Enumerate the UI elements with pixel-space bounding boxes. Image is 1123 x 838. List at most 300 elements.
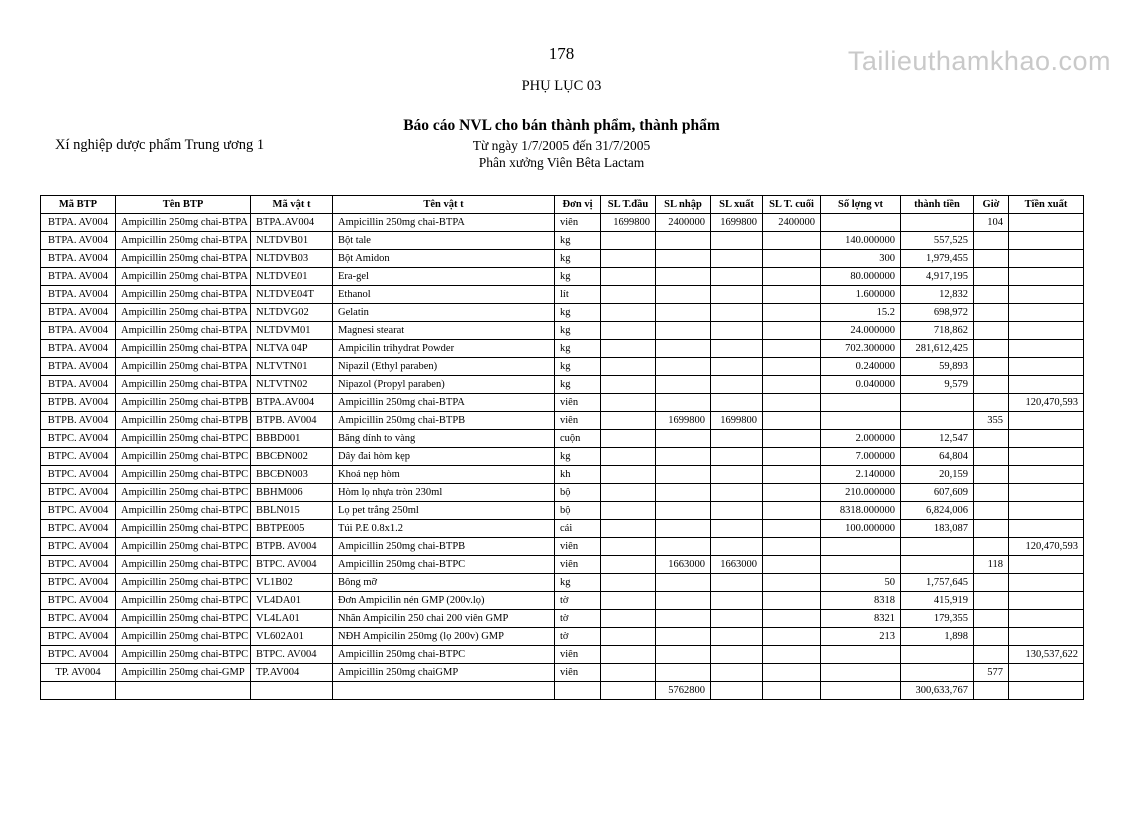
table-cell: Ampicillin 250mg chai-BTPC (116, 430, 251, 448)
table-cell (974, 430, 1009, 448)
table-cell: 300 (821, 250, 901, 268)
column-header: Tên vật t (333, 196, 555, 214)
column-header: Mã vật t (251, 196, 333, 214)
table-cell (601, 376, 656, 394)
table-row (41, 520, 1084, 538)
table-cell: Ampicillin 250mg chai-BTPB (116, 394, 251, 412)
table-cell (1009, 430, 1084, 448)
table-cell: 7.000000 (821, 448, 901, 466)
table-cell: 607,609 (901, 484, 974, 502)
table-cell (1009, 520, 1084, 538)
table-cell: Ampicillin 250mg chai-BTPB (333, 538, 555, 556)
table-cell: BTPA. AV004 (41, 250, 116, 268)
appendix-title: PHỤ LỤC 03 (521, 78, 602, 94)
table-cell (601, 592, 656, 610)
table-cell (763, 646, 821, 664)
table-cell: NĐH Ampicilin 250mg (lọ 200v) GMP (333, 628, 555, 646)
table-cell (821, 556, 901, 574)
table-cell: NLTDVB01 (251, 232, 333, 250)
table-cell: Ampicillin 250mg chai-BTPA (116, 250, 251, 268)
table-cell: BTPA. AV004 (41, 304, 116, 322)
table-cell: BTPC. AV004 (41, 502, 116, 520)
table-cell (1009, 574, 1084, 592)
table-cell (821, 214, 901, 232)
table-cell (974, 340, 1009, 358)
table-cell (763, 376, 821, 394)
table-cell (763, 466, 821, 484)
table-cell (601, 304, 656, 322)
table-body (41, 214, 1084, 700)
date-range: Từ ngày 1/7/2005 đến 31/7/2005 (472, 138, 651, 153)
table-cell (711, 502, 763, 520)
table-row (41, 502, 1084, 520)
table-cell (601, 556, 656, 574)
table-cell (821, 646, 901, 664)
table-cell: BBLN015 (251, 502, 333, 520)
table-row (41, 358, 1084, 376)
table-cell (763, 322, 821, 340)
table-cell: 120,470,593 (1009, 394, 1084, 412)
table-cell: Khoá nẹp hòm (333, 466, 555, 484)
table-cell (656, 592, 711, 610)
table-cell (1009, 682, 1084, 700)
table-cell (1009, 484, 1084, 502)
table-cell (763, 232, 821, 250)
table-cell: 15.2 (821, 304, 901, 322)
table-cell: BTPA. AV004 (41, 322, 116, 340)
table-cell (601, 268, 656, 286)
table-cell: Ampicillin 250mg chai-BTPA (116, 376, 251, 394)
table-cell: lít (555, 286, 601, 304)
table-cell (601, 394, 656, 412)
table-row (41, 394, 1084, 412)
table-cell: tờ (555, 610, 601, 628)
table-cell: BBTPE005 (251, 520, 333, 538)
table-cell: NLTDVB03 (251, 250, 333, 268)
table-cell (711, 628, 763, 646)
table-cell: NLTVTN01 (251, 358, 333, 376)
table-cell: Nhãn Ampicilin 250 chai 200 viên GMP (333, 610, 555, 628)
table-cell: BTPC. AV004 (41, 628, 116, 646)
table-cell: BTPB. AV004 (41, 394, 116, 412)
table-cell: Ampicillin 250mg chai-BTPC (333, 646, 555, 664)
table-cell: Bột Amidon (333, 250, 555, 268)
table-cell: Ampicillin 250mg chai-BTPC (116, 484, 251, 502)
table-cell (601, 358, 656, 376)
table-cell: 1663000 (711, 556, 763, 574)
table-cell: NLTVTN02 (251, 376, 333, 394)
table-header (41, 196, 1084, 214)
table-cell (601, 646, 656, 664)
table-cell: BTPC. AV004 (251, 556, 333, 574)
table-row (41, 376, 1084, 394)
table-cell (763, 556, 821, 574)
table-row (41, 268, 1084, 286)
table-cell (601, 574, 656, 592)
table-cell (711, 610, 763, 628)
table-cell: viên (555, 646, 601, 664)
table-cell (601, 430, 656, 448)
table-cell: Ampicillin 250mg chai-BTPC (116, 556, 251, 574)
column-header: SL T.đầu (601, 196, 656, 214)
table-row (41, 448, 1084, 466)
table-cell (974, 286, 1009, 304)
table-cell: BTPA.AV004 (251, 214, 333, 232)
table-cell: kg (555, 304, 601, 322)
table-cell: Magnesi stearat (333, 322, 555, 340)
table-cell (711, 358, 763, 376)
table-cell: NLTDVM01 (251, 322, 333, 340)
table-row (41, 340, 1084, 358)
table-cell: Ampicillin 250mg chai-BTPC (116, 592, 251, 610)
table-cell (711, 664, 763, 682)
table-cell: Ampicillin 250mg chai-BTPC (116, 466, 251, 484)
workshop-name: Phân xưởng Viên Bêta Lactam (478, 155, 645, 170)
table-cell (1009, 358, 1084, 376)
table-cell (901, 412, 974, 430)
table-cell (1009, 412, 1084, 430)
table-cell (974, 538, 1009, 556)
table-cell: kg (555, 358, 601, 376)
table-cell: TP.AV004 (251, 664, 333, 682)
table-cell (974, 304, 1009, 322)
table-cell: Dây đai hòm kẹp (333, 448, 555, 466)
table-cell: 140.000000 (821, 232, 901, 250)
table-cell: VL1B02 (251, 574, 333, 592)
table-cell (1009, 466, 1084, 484)
table-cell (974, 466, 1009, 484)
table-cell: 9,579 (901, 376, 974, 394)
column-header: thành tiền (901, 196, 974, 214)
table-cell: Ampicillin 250mg chai-BTPC (116, 538, 251, 556)
table-cell (1009, 376, 1084, 394)
table-row (41, 322, 1084, 340)
table-cell: BTPC. AV004 (41, 430, 116, 448)
table-cell: NLTDVE01 (251, 268, 333, 286)
table-cell: BTPA. AV004 (41, 268, 116, 286)
table-cell (41, 682, 116, 700)
table-cell (974, 232, 1009, 250)
table-cell: 2.140000 (821, 466, 901, 484)
table-cell (656, 358, 711, 376)
table-cell: BTPA. AV004 (41, 376, 116, 394)
table-cell: kg (555, 448, 601, 466)
table-cell: viên (555, 538, 601, 556)
table-cell: 1663000 (656, 556, 711, 574)
table-cell: Gelatin (333, 304, 555, 322)
table-cell (711, 646, 763, 664)
table-cell: kg (555, 250, 601, 268)
table-cell: Ampicillin 250mg chai-BTPA (333, 394, 555, 412)
table-cell (656, 646, 711, 664)
table-cell: BBBD001 (251, 430, 333, 448)
table-cell: 718,862 (901, 322, 974, 340)
table-cell: 300,633,767 (901, 682, 974, 700)
table-cell: kg (555, 340, 601, 358)
table-cell: 1699800 (711, 214, 763, 232)
table-cell (974, 250, 1009, 268)
table-cell: Ethanol (333, 286, 555, 304)
table-cell: 64,804 (901, 448, 974, 466)
table-cell (1009, 286, 1084, 304)
table-cell (656, 538, 711, 556)
table-cell (656, 574, 711, 592)
table-cell (901, 646, 974, 664)
table-cell: TP. AV004 (41, 664, 116, 682)
table-cell: 104 (974, 214, 1009, 232)
table-cell: Ampicillin 250mg chai-BTPA (116, 358, 251, 376)
table-cell (601, 682, 656, 700)
table-cell: 1699800 (601, 214, 656, 232)
table-cell: Ampicillin 250mg chai-BTPB (116, 412, 251, 430)
table-cell (1009, 340, 1084, 358)
table-cell: Ampicillin 250mg chai-BTPB (333, 412, 555, 430)
table-row (41, 556, 1084, 574)
table-cell (601, 628, 656, 646)
table-cell (656, 322, 711, 340)
table-cell (763, 664, 821, 682)
table-cell: tờ (555, 628, 601, 646)
table-cell: 6,824,006 (901, 502, 974, 520)
table-cell (711, 520, 763, 538)
table-cell: 1,757,645 (901, 574, 974, 592)
table-row (41, 646, 1084, 664)
table-cell (601, 664, 656, 682)
table-cell: viên (555, 664, 601, 682)
table-cell (601, 484, 656, 502)
table-cell (974, 484, 1009, 502)
table-cell (1009, 304, 1084, 322)
table-cell: bộ (555, 484, 601, 502)
table-cell (974, 376, 1009, 394)
table-cell (974, 520, 1009, 538)
table-cell: Ampicillin 250mg chaiGMP (333, 664, 555, 682)
table-cell: BBCĐN002 (251, 448, 333, 466)
table-cell: Ampicillin 250mg chai-BTPA (116, 286, 251, 304)
table-cell (601, 502, 656, 520)
table-cell (1009, 628, 1084, 646)
table-cell (711, 430, 763, 448)
table-cell (656, 628, 711, 646)
table-cell (763, 412, 821, 430)
table-cell: BTPC. AV004 (41, 610, 116, 628)
table-row (41, 466, 1084, 484)
table-cell (763, 538, 821, 556)
table-cell (763, 610, 821, 628)
table-row (41, 250, 1084, 268)
table-cell: 2400000 (656, 214, 711, 232)
page-number: 178 (548, 44, 575, 63)
table-cell: kg (555, 376, 601, 394)
table-cell: Bông mỡ (333, 574, 555, 592)
table-cell (1009, 214, 1084, 232)
table-cell: Ampicillin 250mg chai-BTPA (116, 232, 251, 250)
table-cell (601, 610, 656, 628)
table-cell: BTPB. AV004 (41, 412, 116, 430)
table-cell (974, 394, 1009, 412)
table-cell (1009, 592, 1084, 610)
column-header: Giờ (974, 196, 1009, 214)
table-cell: 130,537,622 (1009, 646, 1084, 664)
table-cell (763, 430, 821, 448)
table-cell: 8321 (821, 610, 901, 628)
table-cell: 4,917,195 (901, 268, 974, 286)
table-cell (711, 592, 763, 610)
table-cell: Túi P.E 0.8x1.2 (333, 520, 555, 538)
table-cell (601, 412, 656, 430)
table-cell (711, 232, 763, 250)
table-cell: NLTDVE04T (251, 286, 333, 304)
table-row (41, 628, 1084, 646)
table-row (41, 232, 1084, 250)
table-cell (763, 268, 821, 286)
table-row (41, 538, 1084, 556)
watermark: Tailieuthamkhao.com (847, 46, 1111, 76)
table-cell (763, 340, 821, 358)
table-cell (974, 358, 1009, 376)
table-cell: 577 (974, 664, 1009, 682)
table-row (41, 286, 1084, 304)
table-cell (601, 232, 656, 250)
table-cell: kg (555, 232, 601, 250)
table-cell: 355 (974, 412, 1009, 430)
table-cell: 702.300000 (821, 340, 901, 358)
table-cell: 415,919 (901, 592, 974, 610)
table-cell: BTPC. AV004 (41, 466, 116, 484)
table-cell (711, 322, 763, 340)
table-cell (974, 646, 1009, 664)
table-cell: Ampicillin 250mg chai-BTPA (116, 268, 251, 286)
table-cell: BTPA. AV004 (41, 214, 116, 232)
table-cell: 179,355 (901, 610, 974, 628)
table-cell (555, 682, 601, 700)
table-row (41, 430, 1084, 448)
table-cell (711, 538, 763, 556)
table-cell (251, 682, 333, 700)
table-cell (901, 538, 974, 556)
table-cell: Lọ pet trắng 250ml (333, 502, 555, 520)
table-cell: BTPC. AV004 (251, 646, 333, 664)
table-cell (901, 556, 974, 574)
table-cell: 100.000000 (821, 520, 901, 538)
table-cell (601, 538, 656, 556)
table-cell: 5762800 (656, 682, 711, 700)
table-cell (821, 412, 901, 430)
table-cell (974, 574, 1009, 592)
table-cell: 118 (974, 556, 1009, 574)
table-cell (601, 448, 656, 466)
table-row (41, 412, 1084, 430)
table-cell (656, 610, 711, 628)
table-cell: Ampicillin 250mg chai-BTPC (116, 610, 251, 628)
table-cell: BTPA. AV004 (41, 232, 116, 250)
table-cell (656, 268, 711, 286)
table-cell: 557,525 (901, 232, 974, 250)
table-cell: Ampicillin 250mg chai-BTPA (116, 340, 251, 358)
table-cell: 80.000000 (821, 268, 901, 286)
table-cell (1009, 610, 1084, 628)
company-name: Xí nghiệp dược phẩm Trung ương 1 (55, 137, 265, 153)
table-cell: Ampicillin 250mg chai-BTPC (116, 646, 251, 664)
table-cell (656, 340, 711, 358)
table-cell (1009, 664, 1084, 682)
table-cell: 12,832 (901, 286, 974, 304)
table-cell (763, 574, 821, 592)
table-cell: BTPC. AV004 (41, 538, 116, 556)
table-cell: 210.000000 (821, 484, 901, 502)
table-cell (974, 592, 1009, 610)
column-header: Số lợng vt (821, 196, 901, 214)
table-row (41, 304, 1084, 322)
table-cell (1009, 322, 1084, 340)
table-cell (1009, 556, 1084, 574)
table-cell: kg (555, 268, 601, 286)
table-cell: BTPC. AV004 (41, 574, 116, 592)
table-cell (763, 448, 821, 466)
table-cell: BTPC. AV004 (41, 592, 116, 610)
table-cell: Nipazil (Ethyl paraben) (333, 358, 555, 376)
table-cell (711, 682, 763, 700)
table-cell: BTPA. AV004 (41, 358, 116, 376)
table-cell: BTPB. AV004 (251, 538, 333, 556)
table-cell: Ampicillin 250mg chai-BTPA (333, 214, 555, 232)
table-cell: VL4LA01 (251, 610, 333, 628)
column-header: Tên BTP (116, 196, 251, 214)
table-cell: 8318 (821, 592, 901, 610)
table-cell (763, 250, 821, 268)
table-cell: viên (555, 214, 601, 232)
table-cell: BTPC. AV004 (41, 448, 116, 466)
table-cell: kh (555, 466, 601, 484)
table-cell: Hòm lọ nhựa tròn 230ml (333, 484, 555, 502)
table-cell (711, 340, 763, 358)
table-cell (656, 520, 711, 538)
table-cell (601, 466, 656, 484)
table-cell: BTPA.AV004 (251, 394, 333, 412)
table-cell: 1,898 (901, 628, 974, 646)
table-cell: 2.000000 (821, 430, 901, 448)
table-cell (656, 376, 711, 394)
table-row (41, 214, 1084, 232)
column-header: Đơn vị (555, 196, 601, 214)
table-cell: viên (555, 556, 601, 574)
table-cell (1009, 448, 1084, 466)
table-row (41, 484, 1084, 502)
table-cell: BTPC. AV004 (41, 646, 116, 664)
table-cell: BTPA. AV004 (41, 286, 116, 304)
table-cell (901, 214, 974, 232)
table-cell (656, 286, 711, 304)
table-cell (711, 484, 763, 502)
table-cell: 120,470,593 (1009, 538, 1084, 556)
table-cell: 1.600000 (821, 286, 901, 304)
table-cell: Ampicillin 250mg chai-BTPC (116, 520, 251, 538)
table-cell (974, 682, 1009, 700)
table-cell (601, 520, 656, 538)
table-cell: 50 (821, 574, 901, 592)
table-cell: BBHM006 (251, 484, 333, 502)
table-cell (333, 682, 555, 700)
table-cell: Ampicillin 250mg chai-BTPA (116, 304, 251, 322)
table-cell (763, 502, 821, 520)
table-cell: 20,159 (901, 466, 974, 484)
table-cell: 8318.000000 (821, 502, 901, 520)
report-title: Báo cáo NVL cho bán thành phẩm, thành phẩm (403, 117, 720, 134)
table-cell (656, 466, 711, 484)
table-cell: cái (555, 520, 601, 538)
table-cell: VL602A01 (251, 628, 333, 646)
table-cell: Ampicillin 250mg chai-BTPC (333, 556, 555, 574)
